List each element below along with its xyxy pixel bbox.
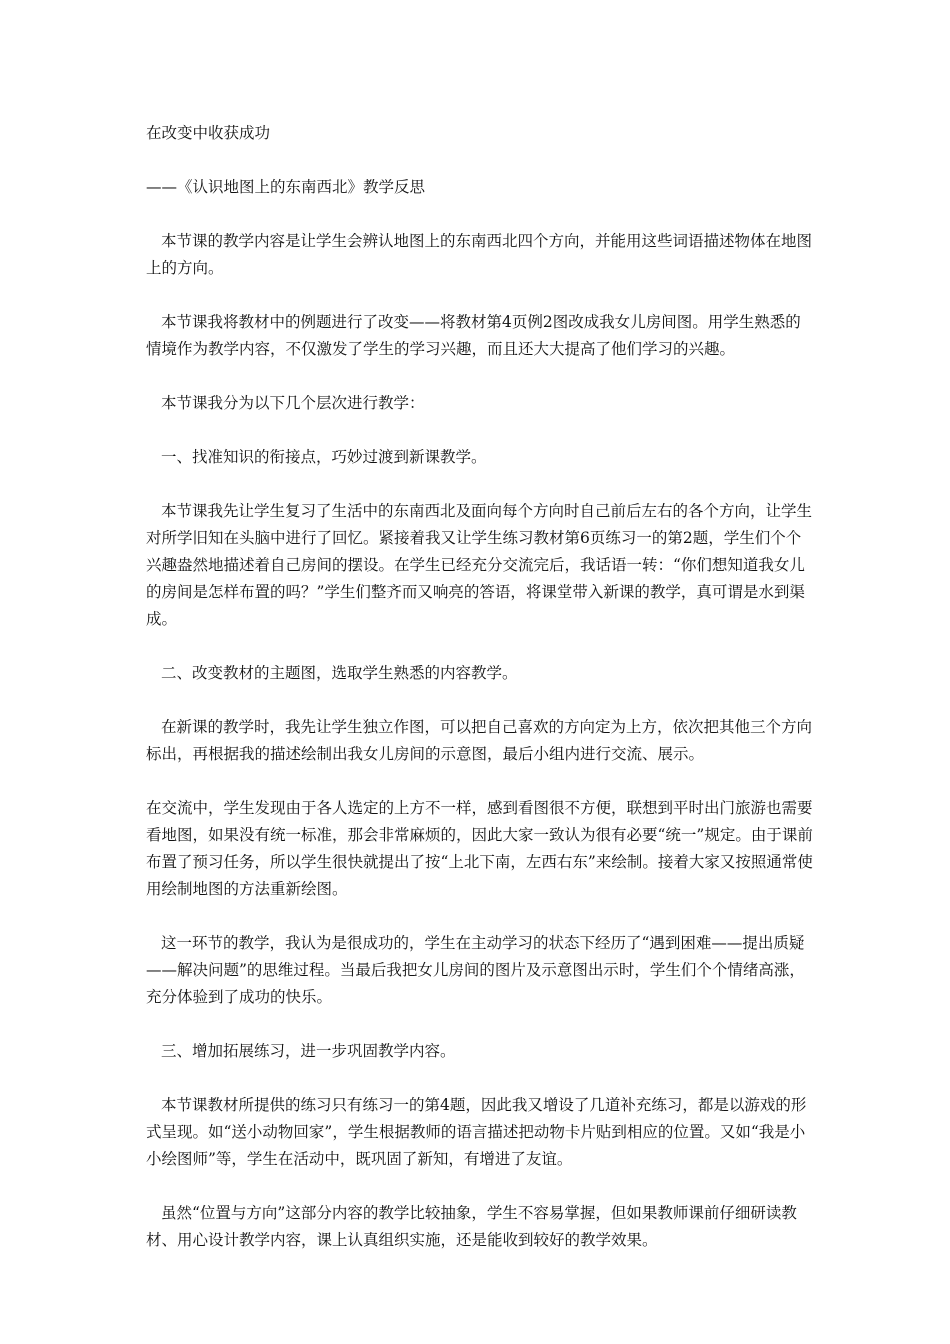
paragraph-section-3: 本节课教材所提供的练习只有练习一的第4题，因此我又增设了几道补充练习，都是以游戏的形式呈现。如“送小动物回家”，学生根据教师的语言描述把动物卡片贴到相应的位置。又如“我是小小绘图师”等，学生在活动中，既巩固了新知，有增进了友谊。 (146, 1096, 807, 1168)
section-heading-1: 一、找准知识的衔接点，巧妙过渡到新课教学。 (161, 448, 487, 466)
paragraph-section-2c: 这一环节的教学，我认为是很成功的，学生在主动学习的状态下经历了“遇到困难——提出质疑——解决问题”的思维过程。当最后我把女儿房间的图片及示意图出示时，学生们个个情绪高涨，充分体验到了成功的快乐。 (146, 934, 805, 1006)
paragraph-intro: 本节课的教学内容是让学生会辨认地图上的东南西北四个方向，并能用这些词语描述物体在地图上的方向。 (146, 232, 813, 277)
paragraph-section-2b: 在交流中，学生发现由于各人选定的上方不一样，感到看图很不方便，联想到平时出门旅游也需要看地图，如果没有统一标准，那会非常麻烦的，因此大家一致认为很有必要“统一”规定。由于课前布置了预习任务，所以学生很快就提出了按“上北下南，左西右东”来绘制。接着大家又按照通常使用绘制地图的方法重新绘图。 (146, 799, 813, 898)
section-heading-3: 三、增加拓展练习，进一步巩固教学内容。 (161, 1042, 456, 1060)
paragraph-section-2a: 在新课的教学时，我先让学生独立作图，可以把自己喜欢的方向定为上方，依次把其他三个方向标出，再根据我的描述绘制出我女儿房间的示意图，最后小组内进行交流、展示。 (146, 718, 813, 763)
paragraph-change: 本节课我将教材中的例题进行了改变——将教材第4页例2图改成我女儿房间图。用学生熟悉的情境作为教学内容，不仅激发了学生的学习兴趣，而且还大大提高了他们学习的兴趣。 (146, 313, 801, 358)
paragraph-section-1: 本节课我先让学生复习了生活中的东南西北及面向每个方向时自己前后左右的各个方向，让学生对所学旧知在头脑中进行了回忆。紧接着我又让学生练习教材第6页练习一的第2题，学生们个个兴趣盎然地描述着自己房间的摆设。在学生已经充分交流完后，我话语一转：“你们想知道我女儿的房间是怎样布置的吗？”学生们整齐而又响亮的答语，将课堂带入新课的教学，真可谓是水到渠成。 (146, 502, 813, 628)
paragraph-conclusion: 虽然“位置与方向”这部分内容的教学比较抽象，学生不容易掌握，但如果教师课前仔细研读教材、用心设计教学内容，课上认真组织实施，还是能收到较好的教学效果。 (146, 1204, 797, 1249)
section-heading-2: 二、改变教材的主题图，选取学生熟悉的内容教学。 (161, 664, 518, 682)
document-subtitle: ——《认识地图上的东南西北》教学反思 (146, 178, 426, 196)
document-page (146, 120, 816, 1281)
paragraph-levels: 本节课我分为以下几个层次进行教学： (161, 394, 425, 412)
document-title: 在改变中收获成功 (146, 124, 271, 142)
